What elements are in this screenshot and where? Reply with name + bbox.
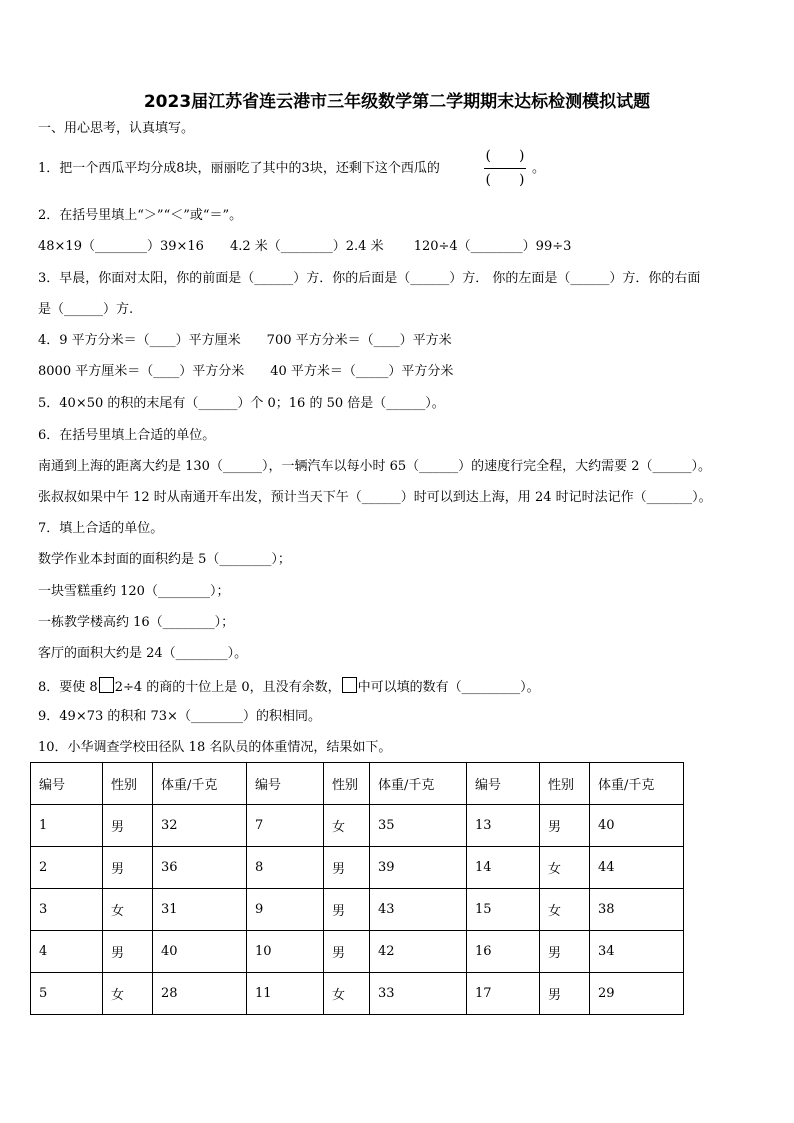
table-cell: 男	[540, 805, 590, 847]
table-cell: 女	[103, 973, 153, 1015]
weight-table	[30, 762, 684, 1015]
table-cell: 男	[324, 931, 370, 973]
question-2-line: 48×19（________）39×16 4.2 米（________）2.4 米 120÷4（________）99÷3	[38, 239, 572, 254]
digit-box[interactable]	[342, 677, 357, 693]
header-cell: 编号	[467, 763, 540, 805]
table-cell: 28	[153, 973, 247, 1015]
header-cell: 性别	[103, 763, 153, 805]
table-cell: 44	[590, 847, 684, 889]
question-5: 5．40×50 的积的末尾有（______）个 0；16 的 50 倍是（______）。	[38, 396, 445, 411]
table-cell: 34	[590, 931, 684, 973]
question-6-text: 6．在括号里填上合适的单位。	[38, 428, 216, 443]
question-2-text: 2．在括号里填上“＞”“＜”或“＝”。	[38, 208, 243, 223]
page-title: 2023届江苏省连云港市三年级数学第二学期期末达标检测模拟试题	[143, 92, 651, 112]
table-cell: 16	[467, 931, 540, 973]
question-1	[38, 160, 440, 178]
table-row	[31, 973, 684, 1015]
table-cell: 8	[247, 847, 324, 889]
question-7-item: 数学作业本封面的面积约是 5（________）；	[38, 552, 291, 567]
header-cell: 编号	[247, 763, 324, 805]
table-cell: 女	[324, 973, 370, 1015]
table-cell: 13	[467, 805, 540, 847]
table-cell: 7	[247, 805, 324, 847]
table-cell: 32	[153, 805, 247, 847]
table-cell: 女	[540, 889, 590, 931]
table-cell: 35	[370, 805, 467, 847]
table-cell: 39	[370, 847, 467, 889]
fraction-denominator: ( )	[485, 172, 525, 188]
question-8-part-b: 2÷4 的商的十位上是 0，且没有余数，	[114, 680, 341, 695]
fraction-numerator: ( )	[485, 148, 525, 164]
question-9: 9．49×73 的积和 73×（________）的积相同。	[38, 709, 321, 724]
question-4-line-1: 4．9 平方分米＝（____）平方厘米 700 平方分米＝（____）平方米	[38, 333, 452, 348]
table-header-row	[31, 763, 684, 805]
question-6-line-1: 南通到上海的距离大约是 130（______），一辆汽车以每小时 65（______）的速度行完全程，大约需要 2（______）。	[38, 459, 712, 474]
fraction-blank[interactable]	[482, 146, 528, 190]
table-cell: 3	[31, 889, 103, 931]
table-cell: 女	[324, 805, 370, 847]
section-heading: 一、用心思考，认真填写。	[38, 121, 195, 136]
question-7-item: 一块雪糕重约 120（________）；	[38, 584, 230, 599]
header-cell: 性别	[540, 763, 590, 805]
table-cell: 男	[540, 931, 590, 973]
table-cell: 11	[247, 973, 324, 1015]
table-cell: 男	[103, 931, 153, 973]
table-cell: 4	[31, 931, 103, 973]
question-7-text: 7．填上合适的单位。	[38, 521, 164, 536]
question-3-line-2: 是（______）方.	[38, 302, 134, 317]
question-8-part-a: 8．要使 8	[38, 680, 98, 695]
table-cell: 29	[590, 973, 684, 1015]
table-cell: 1	[31, 805, 103, 847]
question-8-part-c: 中可以填的数有（_________）。	[357, 680, 540, 695]
table-cell: 女	[540, 847, 590, 889]
table-cell: 38	[590, 889, 684, 931]
table-cell: 男	[103, 805, 153, 847]
header-cell: 体重/千克	[370, 763, 467, 805]
table-cell: 15	[467, 889, 540, 931]
question-8	[38, 677, 540, 697]
question-1-end: 。	[532, 161, 546, 176]
fraction-bar	[484, 168, 526, 169]
table-row	[31, 889, 684, 931]
table-row	[31, 931, 684, 973]
table-cell: 33	[370, 973, 467, 1015]
question-10: 10．小华调查学校田径队 18 名队员的体重情况，结果如下。	[38, 740, 392, 755]
question-7-item: 一栋教学楼高约 16（________）；	[38, 615, 235, 630]
question-4-line-2: 8000 平方厘米＝（____）平方分米 40 平方米＝（_____）平方分米	[38, 364, 454, 379]
table-cell: 2	[31, 847, 103, 889]
question-3-line-1: 3．早晨，你面对太阳，你的前面是（______）方．你的后面是（______）方． 你的左面是（______）方．你的右面	[38, 271, 701, 286]
table-cell: 男	[324, 847, 370, 889]
table-cell: 42	[370, 931, 467, 973]
table-cell: 男	[540, 973, 590, 1015]
table-cell: 9	[247, 889, 324, 931]
table-row	[31, 847, 684, 889]
digit-box[interactable]	[99, 677, 114, 693]
table-cell: 男	[103, 847, 153, 889]
question-6-line-2: 张叔叔如果中午 12 时从南通开车出发，预计当天下午（______）时可以到达上海，用 24 时记时法记作（_______）。	[38, 490, 712, 505]
question-1-text: 1．把一个西瓜平均分成8块，丽丽吃了其中的3块，还剩下这个西瓜的	[38, 161, 440, 176]
question-7-item: 客厅的面积大约是 24（________）。	[38, 646, 248, 661]
table-cell: 14	[467, 847, 540, 889]
table-cell: 17	[467, 973, 540, 1015]
table-cell: 36	[153, 847, 247, 889]
table-cell: 5	[31, 973, 103, 1015]
header-cell: 体重/千克	[590, 763, 684, 805]
table-cell: 40	[153, 931, 247, 973]
header-cell: 编号	[31, 763, 103, 805]
header-cell: 性别	[324, 763, 370, 805]
table-cell: 女	[103, 889, 153, 931]
table-cell: 男	[324, 889, 370, 931]
table-cell: 43	[370, 889, 467, 931]
table-cell: 10	[247, 931, 324, 973]
table-cell: 40	[590, 805, 684, 847]
header-cell: 体重/千克	[153, 763, 247, 805]
table-cell: 31	[153, 889, 247, 931]
table-row	[31, 805, 684, 847]
